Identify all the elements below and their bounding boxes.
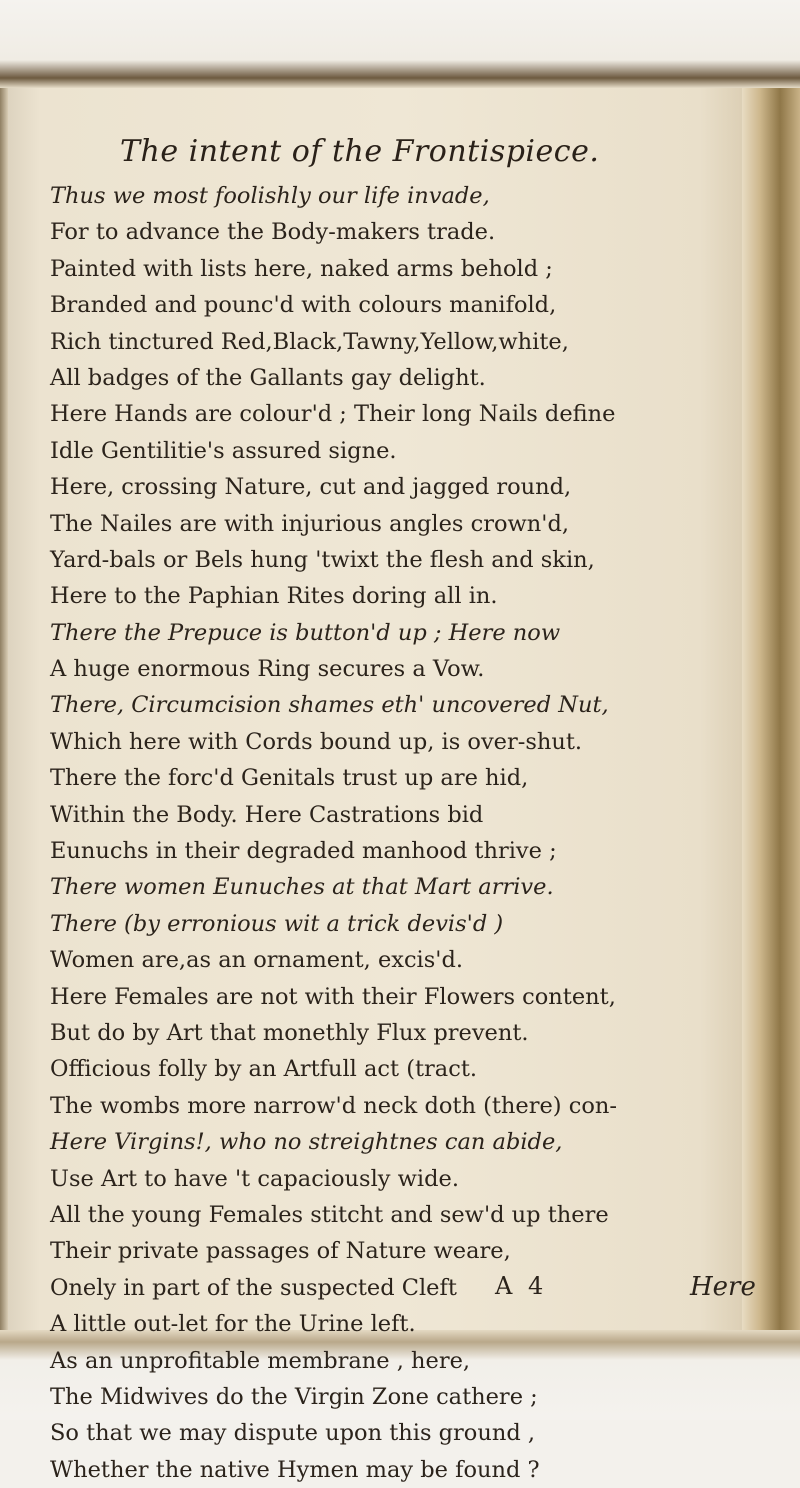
verse-line: Use Art to have 't capaciously wide. bbox=[50, 1165, 459, 1192]
verse-line: Here, crossing Nature, cut and jagged round, bbox=[50, 474, 572, 501]
verse-line: There women Eunuches at that Mart arrive. bbox=[50, 874, 554, 901]
verse-line: Idle Gentilitie's assured signe. bbox=[50, 437, 397, 464]
verse-line: Women are,as an ornament, excis'd. bbox=[50, 947, 464, 974]
verse-line: But do by Art that monethly Flux prevent. bbox=[50, 1019, 529, 1046]
page-footer bbox=[50, 1272, 756, 1308]
verse-line: A little out-let for the Urine left. bbox=[50, 1311, 416, 1338]
verse-line: A huge enormous Ring secures a Vow. bbox=[50, 656, 485, 683]
verse-line: Here Hands are colour'd ; Their long Nails define bbox=[50, 401, 616, 428]
verse-line: There the forc'd Genitals trust up are hid, bbox=[50, 765, 529, 792]
verse-line: Officious folly by an Artfull act (tract. bbox=[50, 1056, 478, 1083]
page-heading: The intent of the Frontispiece. bbox=[120, 134, 600, 169]
verse-line: Yard-bals or Bels hung 'twixt the flesh and skin, bbox=[50, 546, 595, 573]
verse-line: Which here with Cords bound up, is over-shut. bbox=[50, 728, 583, 755]
verse-line: The wombs more narrow'd neck doth (there) con- bbox=[50, 1092, 617, 1119]
verse-line: Here to the Paphian Rites doring all in. bbox=[50, 583, 498, 610]
verse-line: So that we may dispute upon this ground , bbox=[50, 1420, 536, 1447]
verse-line: There, Circumcision shames eth' uncovered Nut, bbox=[50, 692, 609, 719]
verse-line: The Midwives do the Virgin Zone cathere ; bbox=[50, 1383, 538, 1410]
top-margin bbox=[0, 0, 800, 88]
verse-line: There the Prepuce is button'd up ; Here now bbox=[50, 619, 561, 646]
signature-mark: A 4 bbox=[495, 1272, 548, 1300]
verse-line: For to advance the Body-makers trade. bbox=[50, 219, 496, 246]
verse-line: All badges of the Gallants gay delight. bbox=[50, 364, 486, 391]
verse-line: Their private passages of Nature weare, bbox=[50, 1238, 511, 1265]
verse-line: There (by erronious wit a trick devis'd ) bbox=[50, 910, 504, 937]
verse-line: Whether the native Hymen may be found ? bbox=[50, 1456, 540, 1483]
verse-line: Here Females are not with their Flowers content, bbox=[50, 983, 616, 1010]
verse-line: As an unprofitable membrane , here, bbox=[50, 1347, 471, 1374]
verse-line: Painted with lists here, naked arms behold ; bbox=[50, 255, 553, 282]
verse-line: The Nailes are with injurious angles crown'd, bbox=[50, 510, 570, 537]
catchword: Here bbox=[690, 1272, 756, 1302]
verse-line: Rich tinctured Red,Black,Tawny,Yellow,white, bbox=[50, 328, 569, 355]
verse-line: Eunuchs in their degraded manhood thrive ; bbox=[50, 838, 557, 865]
verse-line: Here Virgins!, who no streightnes can abide, bbox=[50, 1129, 563, 1156]
page-edge bbox=[742, 88, 800, 1333]
verse-line: Branded and pounc'd with colours manifold, bbox=[50, 292, 557, 319]
gutter-shadow bbox=[0, 88, 8, 1333]
verse-line: Within the Body. Here Castrations bid bbox=[50, 801, 484, 828]
verse-line: All the young Females stitcht and sew'd up there bbox=[50, 1201, 609, 1228]
verse-line: Thus we most foolishly our life invade, bbox=[50, 183, 490, 209]
verse-line: Onely in part of the suspected Cleft bbox=[50, 1274, 457, 1301]
